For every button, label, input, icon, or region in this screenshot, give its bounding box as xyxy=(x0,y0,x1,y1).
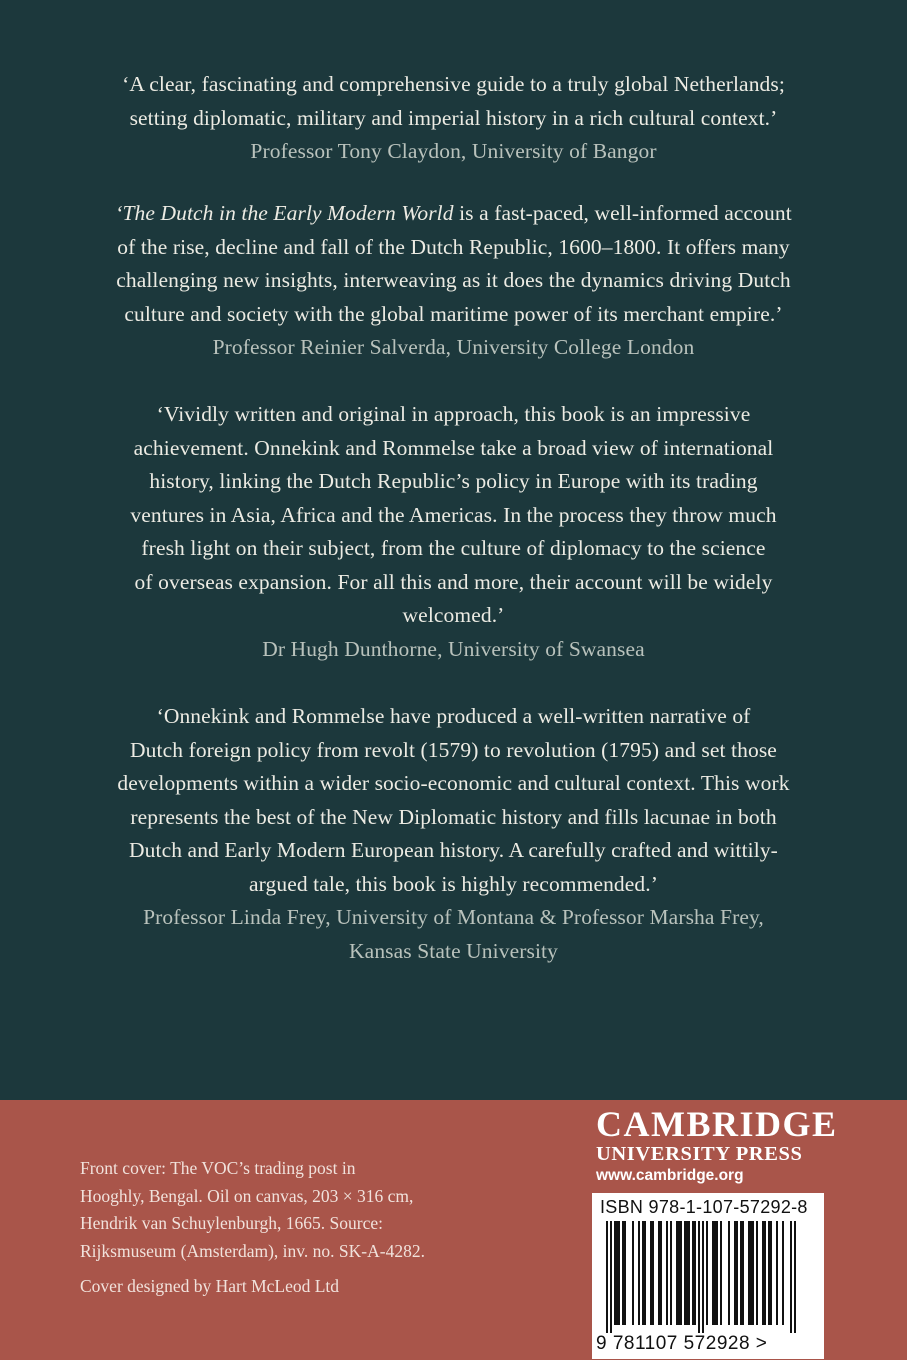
isbn-barcode xyxy=(592,1193,824,1359)
blurb-attribution: Kansas State University xyxy=(349,938,558,963)
barcode-bar xyxy=(790,1221,792,1333)
blurb-attribution: Professor Tony Claydon, University of Bangor xyxy=(250,139,657,163)
barcode-bar xyxy=(694,1221,696,1325)
barcode-bar xyxy=(684,1221,686,1325)
blurb-line: ‘Vividly written and original in approach, this book is an impressive xyxy=(156,402,751,426)
barcode-bar xyxy=(716,1221,718,1325)
barcode-bar xyxy=(794,1221,796,1333)
credit-line: Hooghly, Bengal. Oil on canvas, 203 × 316 cm, xyxy=(80,1185,414,1206)
barcode-bar xyxy=(670,1221,672,1325)
review-blurb-1 xyxy=(60,68,847,169)
credit-line: Hendrik van Schuylenburgh, 1665. Source: xyxy=(80,1213,383,1233)
barcode-bar xyxy=(762,1221,764,1325)
barcode-bar xyxy=(688,1221,690,1325)
blurb-attribution: Professor Linda Frey, University of Montana & Professor Marsha Frey, xyxy=(143,905,764,929)
barcode-bar xyxy=(692,1221,694,1325)
barcode-bar xyxy=(768,1221,770,1325)
blurb-line: setting diplomatic, military and imperial history in a rich cultural context.’ xyxy=(129,105,778,130)
blurb-line xyxy=(60,197,847,231)
publisher-logo xyxy=(596,1105,836,1187)
barcode-bars xyxy=(606,1221,810,1333)
barcode-bar xyxy=(652,1221,654,1325)
barcode-bar xyxy=(650,1221,652,1325)
blurb-line: fresh light on their subject, from the culture of diplomacy to the science xyxy=(141,536,766,560)
credit-line: Front cover: The VOC’s trading post in xyxy=(80,1158,356,1178)
barcode-bar xyxy=(616,1221,618,1325)
blurb-line: history, linking the Dutch Republic’s policy in Europe with its trading xyxy=(149,469,758,493)
blurb-line: welcomed.’ xyxy=(402,603,505,627)
barcode-bar xyxy=(736,1221,738,1325)
barcode-bar xyxy=(666,1221,668,1325)
barcode-bar xyxy=(618,1221,620,1325)
publisher-name: CAMBRIDGE xyxy=(596,1104,838,1144)
blurb-line: argued tale, this book is highly recommended.’ xyxy=(248,871,659,896)
barcode-bar xyxy=(606,1221,608,1333)
barcode-bar xyxy=(720,1221,722,1325)
blurb-line: Dutch foreign policy from revolt (1579) to revolution (1795) and set those xyxy=(130,737,777,762)
blurb-line: culture and society with the global maritime power of its merchant empire.’ xyxy=(124,301,783,326)
barcode-bar xyxy=(742,1221,744,1325)
barcode-bar xyxy=(752,1221,754,1325)
barcode-bar xyxy=(614,1221,616,1325)
barcode-bar xyxy=(734,1221,736,1325)
blurb-line: achievement. Onnekink and Rommelse take a broad view of international xyxy=(133,435,774,460)
cover-image-credit xyxy=(80,1155,500,1265)
book-title-italic: ‘The Dutch in the Early Modern World xyxy=(115,201,454,225)
blurb-attribution: Professor Reinier Salverda, University College London xyxy=(212,335,695,359)
barcode-bar xyxy=(706,1221,708,1325)
blurb-line-rest: is a fast-paced, well-informed account xyxy=(453,201,792,225)
barcode-bar xyxy=(782,1221,784,1325)
barcode-bar xyxy=(622,1221,624,1325)
blurb-line: represents the best of the New Diplomatic history and fills lacunae in both xyxy=(130,804,777,829)
barcode-bar xyxy=(644,1221,646,1325)
blurb-line: ‘Onnekink and Rommelse have produced a well-written narrative of xyxy=(156,704,751,728)
isbn-label: ISBN 978-1-107-57292-8 xyxy=(600,1197,808,1217)
barcode-bar xyxy=(756,1221,758,1325)
barcode-bar xyxy=(764,1221,766,1325)
review-blurb-4 xyxy=(60,700,847,968)
blurb-line: ventures in Asia, Africa and the Americas. In the process they throw much xyxy=(130,502,777,527)
credit-line: Rijksmuseum (Amsterdam), inv. no. SK-A-4282. xyxy=(80,1240,425,1261)
barcode-bar xyxy=(776,1221,778,1325)
barcode-bar xyxy=(728,1221,730,1325)
cover-designer-credit: Cover designed by Hart McLeod Ltd xyxy=(80,1276,340,1296)
blurb-line: of the rise, decline and fall of the Dutch Republic, 1600–1800. It offers many xyxy=(117,234,790,259)
barcode-bar xyxy=(748,1221,750,1325)
review-blurb-2 xyxy=(60,197,847,365)
barcode-bar xyxy=(714,1221,716,1325)
blurb-line: developments within a wider socio-economic and cultural context. This work xyxy=(117,771,790,795)
barcode-bar xyxy=(686,1221,688,1325)
barcode-bar xyxy=(658,1221,660,1325)
blurb-line: Dutch and Early Modern European history. A carefully crafted and wittily- xyxy=(129,838,778,862)
barcode-bar xyxy=(702,1221,704,1333)
barcode-bar xyxy=(642,1221,644,1325)
review-blurb-3 xyxy=(60,398,847,666)
barcode-bar xyxy=(740,1221,742,1325)
barcode-bar xyxy=(660,1221,662,1325)
blurb-line: of overseas expansion. For all this and more, their account will be widely xyxy=(134,569,773,594)
barcode-bar xyxy=(632,1221,634,1325)
barcode-bar xyxy=(750,1221,752,1325)
barcode-bar xyxy=(770,1221,772,1325)
blurb-line: ‘A clear, fascinating and comprehensive guide to a truly global Netherlands; xyxy=(122,72,785,96)
barcode-bar xyxy=(680,1221,682,1325)
publisher-subtitle: UNIVERSITY PRESS xyxy=(596,1143,803,1165)
barcode-bar xyxy=(638,1221,640,1325)
barcode-bar xyxy=(678,1221,680,1325)
blurb-attribution: Dr Hugh Dunthorne, University of Swansea xyxy=(262,636,645,661)
barcode-bar xyxy=(698,1221,700,1333)
barcode-bar xyxy=(712,1221,714,1325)
barcode-bar xyxy=(610,1221,612,1333)
barcode-bar xyxy=(676,1221,678,1325)
barcode-bar xyxy=(624,1221,626,1325)
blurb-line: challenging new insights, interweaving as it does the dynamics driving Dutch xyxy=(116,268,791,292)
publisher-url: www.cambridge.org xyxy=(596,1167,744,1184)
barcode-digits: 9 781107 572928 > xyxy=(596,1333,768,1354)
